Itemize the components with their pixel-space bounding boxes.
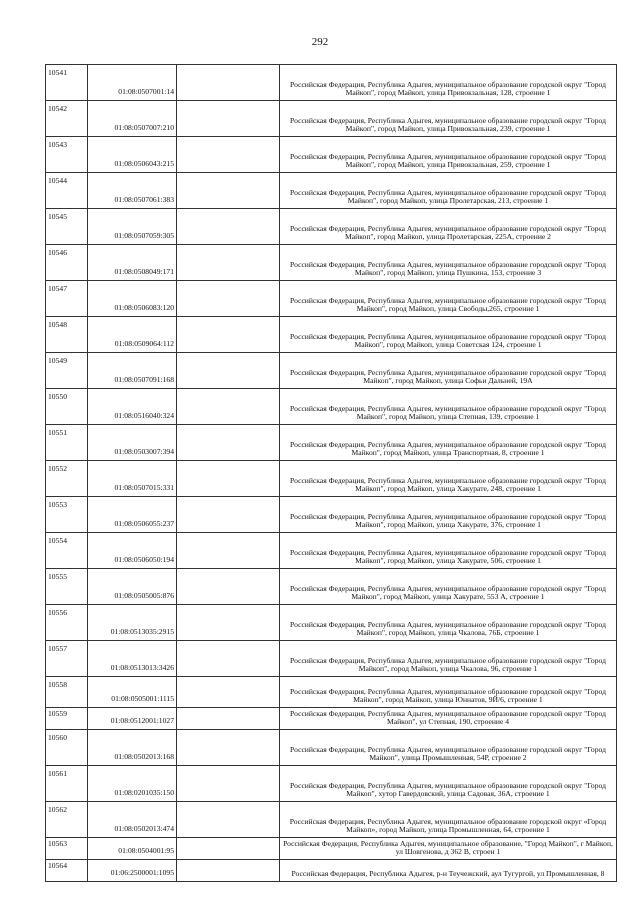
empty-cell (177, 730, 280, 766)
row-number: 10550 (46, 389, 88, 425)
empty-cell (177, 838, 280, 860)
table-row (46, 137, 617, 173)
cadastral-number: 01:08:0513035:2915 (88, 605, 177, 641)
row-number: 10546 (46, 245, 88, 281)
cadastral-number: 01:08:0506055:237 (88, 497, 177, 533)
row-number: 10559 (46, 708, 88, 730)
empty-cell (177, 389, 280, 425)
row-number: 10554 (46, 533, 88, 569)
table-row (46, 461, 617, 497)
empty-cell (177, 641, 280, 677)
empty-cell (177, 353, 280, 389)
empty-cell (177, 569, 280, 605)
address: Российская Федерация, Республика Адыгея, муниципальное образование городской округ "Город Майкоп", город Майкоп, улица Хакурате, 553 А, строение 1 (280, 569, 617, 605)
address: Российская Федерация, Республика Адыгея, муниципальное образование городской округ "Город Майкоп", улица Промышленная, 54Р, строение 2 (280, 730, 617, 766)
table-row (46, 101, 617, 137)
empty-cell (177, 137, 280, 173)
empty-cell (177, 802, 280, 838)
empty-cell (177, 766, 280, 802)
cadastral-number: 01:08:0506083:120 (88, 281, 177, 317)
row-number: 10548 (46, 317, 88, 353)
cadastral-number: 01:08:0502013:168 (88, 730, 177, 766)
empty-cell (177, 860, 280, 882)
cadastral-number: 01:08:0507059:305 (88, 209, 177, 245)
row-number: 10564 (46, 860, 88, 882)
cadastral-number: 01:08:0506050:194 (88, 533, 177, 569)
table-row (46, 425, 617, 461)
address: Российская Федерация, Республика Адыгея, муниципальное образование городской округ "Город Майкоп", город Майкоп, улица Чкалова, 96, строение 1 (280, 641, 617, 677)
address: Российская Федерация, Республика Адыгея, муниципальное образование городской округ "Город Майкоп", город Майкоп, улица Хакурате, 376, строение 1 (280, 497, 617, 533)
table-row (46, 802, 617, 838)
row-number: 10556 (46, 605, 88, 641)
table-row (46, 209, 617, 245)
address: Российская Федерация, Республика Адыгея, муниципальное образование городской округ "Город Майкоп", город Майкоп, улица Привокзальная, 259, строение 1 (280, 137, 617, 173)
empty-cell (177, 317, 280, 353)
table-row (46, 173, 617, 209)
empty-cell (177, 605, 280, 641)
cadastral-number: 01:08:0508049:171 (88, 245, 177, 281)
address: Российская Федерация, Республика Адыгея, муниципальное образование городской округ "Город Майкоп", город Майкоп, улица Привокзальная, 128, строение 1 (280, 65, 617, 101)
cadastral-number: 01:08:0507015:331 (88, 461, 177, 497)
empty-cell (177, 461, 280, 497)
table-row (46, 317, 617, 353)
row-number: 10552 (46, 461, 88, 497)
row-number: 10544 (46, 173, 88, 209)
table-row (46, 569, 617, 605)
row-number: 10558 (46, 677, 88, 708)
address: Российская Федерация, Республика Адыгея, муниципальное образование, "Город Майкоп", г Майкоп, ул Шовгенова, д 362 В, строен 1 (280, 838, 617, 860)
cadastral-number: 01:08:0506043:215 (88, 137, 177, 173)
address: Российская Федерация, Республика Адыгея, муниципальное образование городской округ "Город Майкоп", город Майкоп, улица Пролетарская, 213, строение 1 (280, 173, 617, 209)
cadastral-number: 01:08:0507001:14 (88, 65, 177, 101)
empty-cell (177, 173, 280, 209)
address: Российская Федерация, Республика Адыгея, муниципальное образование городской округ "Город Майкоп", город Майкоп, улица Юннатов, 9Й/6, строение 1 (280, 677, 617, 708)
row-number: 10555 (46, 569, 88, 605)
cadastral-number: 01:08:0512001:1027 (88, 708, 177, 730)
table-row (46, 245, 617, 281)
table-row (46, 605, 617, 641)
address: Российская Федерация, Республика Адыгея, муниципальное образование городской округ "Город Майкоп", город Майкоп, улица Пролетарская, 225А, строение 2 (280, 209, 617, 245)
cadastral-number: 01:08:0507061:383 (88, 173, 177, 209)
table-row (46, 708, 617, 730)
empty-cell (177, 708, 280, 730)
table-row (46, 281, 617, 317)
address: Российская Федерация, Республика Адыгея, муниципальное образование городской округ "Город Майкоп", город Майкоп, улица Транспортная, 8, строение 1 (280, 425, 617, 461)
cadastral-number: 01:08:0503007:394 (88, 425, 177, 461)
address: Российская Федерация, Республика Адыгея, муниципальное образование городской округ "Город Майкоп", город Майкоп, улица Свободы,265, строение 1 (280, 281, 617, 317)
table-row (46, 677, 617, 708)
cadastral-number: 01:08:0502013:474 (88, 802, 177, 838)
address: Российская Федерация, Республика Адыгея, муниципальное образование городской округ "Город Майкоп", хутор Гавердовский, улица Садовая, 36А, строение 1 (280, 766, 617, 802)
cadastral-number: 01:08:0516040:324 (88, 389, 177, 425)
row-number: 10549 (46, 353, 88, 389)
cadastral-number: 01:08:0507091:168 (88, 353, 177, 389)
row-number: 10561 (46, 766, 88, 802)
table-row (46, 641, 617, 677)
empty-cell (177, 209, 280, 245)
table-row (46, 353, 617, 389)
table-row (46, 389, 617, 425)
cadastral-number: 01:08:0505001:1115 (88, 677, 177, 708)
empty-cell (177, 245, 280, 281)
empty-cell (177, 425, 280, 461)
empty-cell (177, 533, 280, 569)
address: Российская Федерация, Республика Адыгея, муниципальное образование городской округ "Город Майкоп", город Майкоп, улица Степная, 139, строение 1 (280, 389, 617, 425)
cadastral-number: 01:06:2500001:1095 (88, 860, 177, 882)
empty-cell (177, 281, 280, 317)
row-number: 10560 (46, 730, 88, 766)
cadastral-number: 01:08:0509064:112 (88, 317, 177, 353)
row-number: 10563 (46, 838, 88, 860)
row-number: 10547 (46, 281, 88, 317)
address: Российская Федерация, Республика Адыгея, муниципальное образование городской округ "Город Майкоп", город Майкоп, улица Чкалова, 76Б, строение 1 (280, 605, 617, 641)
row-number: 10545 (46, 209, 88, 245)
table-row (46, 838, 617, 860)
page-number: 292 (311, 36, 329, 48)
table-row (46, 730, 617, 766)
address: Российская Федерация, Республика Адыгея, муниципальное образование городской округ "Город Майкоп", город Майкоп, улица Привокзальная, 239, строение 1 (280, 101, 617, 137)
address: Российская Федерация, Республика Адыгея, р-н Теучежский, аул Тугургой, ул Промышленная, 8 (280, 860, 617, 882)
cadastral-number: 01:08:0201035:150 (88, 766, 177, 802)
address: Российская Федерация, Республика Адыгея, муниципальное образование городской округ "Город Майкоп", город Майкоп, улица Хакурате, 506, строение 1 (280, 533, 617, 569)
table-row (46, 766, 617, 802)
table-row (46, 860, 617, 882)
empty-cell (177, 677, 280, 708)
registry-table (45, 64, 617, 882)
empty-cell (177, 497, 280, 533)
row-number: 10562 (46, 802, 88, 838)
row-number: 10543 (46, 137, 88, 173)
cadastral-number: 01:08:0507007:210 (88, 101, 177, 137)
table-row (46, 65, 617, 101)
table-row (46, 497, 617, 533)
row-number: 10542 (46, 101, 88, 137)
empty-cell (177, 65, 280, 101)
address: Российская Федерация, Республика Адыгея, муниципальное образование городской округ "Город Майкоп", ул Степная, 190, строение 4 (280, 708, 617, 730)
address: Российская Федерация, Республика Адыгея, муниципальное образование городской округ «Город Майкоп», город Майкоп, улица Промышленная, 64, строение 1 (280, 802, 617, 838)
row-number: 10541 (46, 65, 88, 101)
cadastral-number: 01:08:0513013:3426 (88, 641, 177, 677)
row-number: 10553 (46, 497, 88, 533)
cadastral-number: 01:08:0505005:876 (88, 569, 177, 605)
cadastral-number: 01:08:0504001:95 (88, 838, 177, 860)
address: Российская Федерация, Республика Адыгея, муниципальное образование городской округ "Город Майкоп", город Майкоп, улица Хакурате, 248, строение 1 (280, 461, 617, 497)
row-number: 10551 (46, 425, 88, 461)
table-row (46, 533, 617, 569)
empty-cell (177, 101, 280, 137)
address: Российская Федерация, Республика Адыгея, муниципальное образование городской округ "Город Майкоп", город Майкоп, улица Советская 124, строение 1 (280, 317, 617, 353)
address: Российская Федерация, Республика Адыгея, муниципальное образование городской округ "Город Майкоп", город Майкоп, улица Пушкина, 153, строение 3 (280, 245, 617, 281)
address: Российская Федерация, Республика Адыгея, муниципальное образование городской округ "Город Майкоп", город Майкоп, улица Софьи Дальней, 19А (280, 353, 617, 389)
row-number: 10557 (46, 641, 88, 677)
